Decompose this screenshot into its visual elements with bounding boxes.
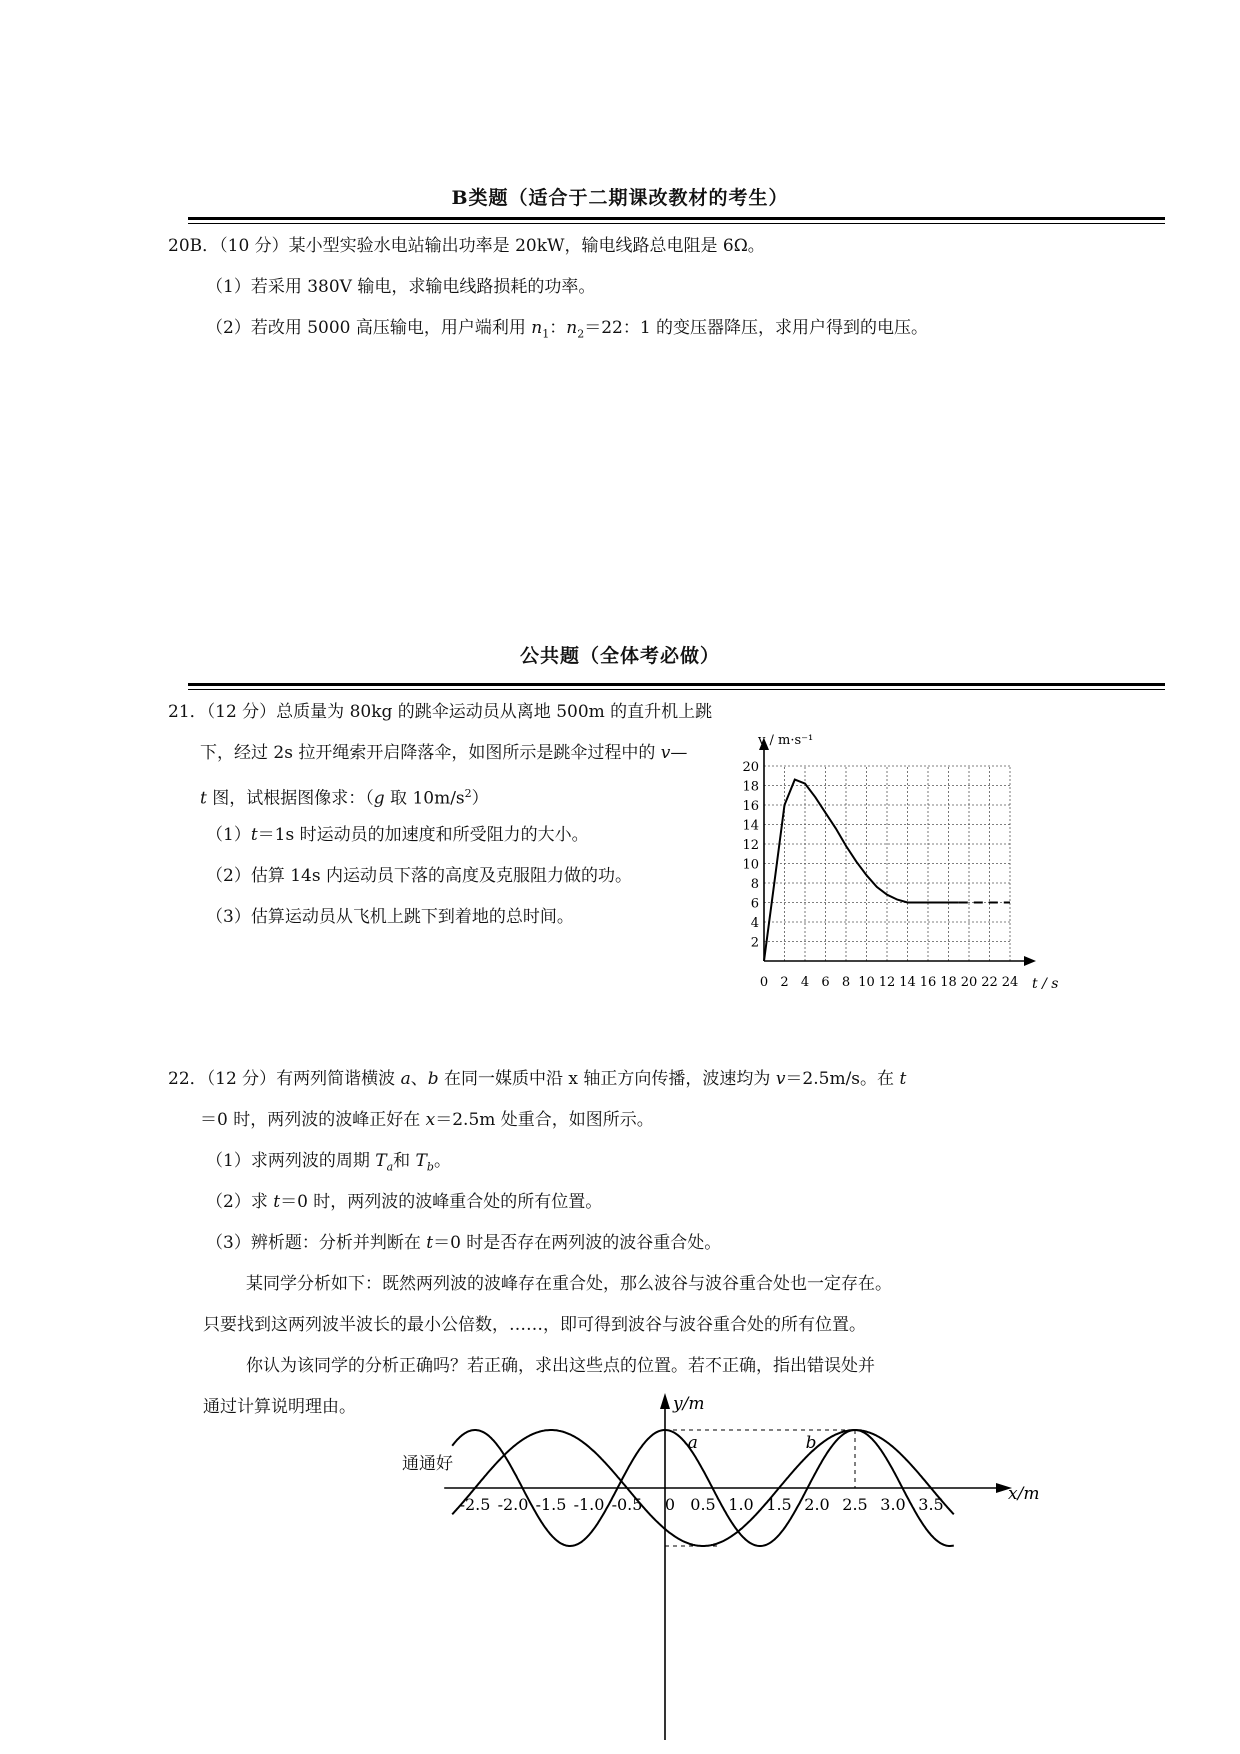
- q22-part1-c: 。: [433, 1151, 451, 1171]
- q22-part3-b: ＝0 时是否存在两列波的波谷重合处。: [433, 1233, 722, 1253]
- vt-x-tick-label: 16: [919, 975, 937, 990]
- q20-n1-sub: 1: [542, 327, 550, 341]
- vt-y-tick-label: 14: [742, 818, 759, 834]
- q22-part3: [206, 1231, 721, 1255]
- q21-line3: [200, 782, 489, 811]
- q20-part2-b: ：: [549, 318, 567, 338]
- wave-x-tick-label: -1.0: [573, 1495, 605, 1514]
- vt-axes: [759, 738, 1036, 966]
- q22-para2: 只要找到这两列波半波长的最小公倍数，……，即可得到波谷与波谷重合处的所有位置。: [203, 1315, 866, 1335]
- q20-part1: （1）若采用 380V 输电，求输电线路损耗的功率。: [206, 277, 596, 297]
- q22-para1: 某同学分析如下：既然两列波的波峰存在重合处，那么波谷与波谷重合处也一定存在。: [246, 1274, 892, 1294]
- vt-y-tick-label: 12: [742, 838, 759, 853]
- vt-y-tick-label: 4: [750, 916, 759, 931]
- vt-tick-labels: [742, 760, 1018, 990]
- q22-para3: 你认为该同学的分析正确吗？若正确，求出这些点的位置。若不正确，指出错误处并: [246, 1356, 875, 1376]
- wave-x-tick-label: 2.0: [804, 1495, 830, 1514]
- wave-x-tick-label: 2.5: [842, 1495, 868, 1514]
- wave-x-tick-label: 1.0: [728, 1495, 754, 1514]
- vt-series-line: [764, 780, 959, 961]
- section-public-title: 公共题（全体考必做）: [519, 645, 720, 667]
- q22-Tb-sub: b: [426, 1160, 434, 1174]
- wave-x-tick-label: -1.5: [535, 1495, 567, 1514]
- q22-var-t: t: [899, 1069, 907, 1089]
- wave-x-tick-label: 3.5: [918, 1495, 944, 1514]
- q21-line2-b: —: [670, 743, 688, 763]
- wave-axes: [444, 1393, 1012, 1740]
- q20-part2-a: （2）若改用 5000 高压输电，用户端利用: [206, 318, 532, 338]
- q22-part2-b: ＝0 时，两列波的波峰重合处的所有位置。: [280, 1192, 603, 1212]
- q21-line2-a: 下，经过 2s 拉开绳索开启降落伞，如图所示是跳伞过程中的: [200, 743, 661, 763]
- q22-part3-a: （3）辨析题：分析并判断在: [206, 1233, 427, 1253]
- vt-x-tick-label: 18: [940, 975, 957, 990]
- vt-x-tick-label: 12: [878, 975, 896, 990]
- q22-part3-t: t: [426, 1233, 434, 1253]
- q22-line2-a: ＝0 时，两列波的波峰正好在: [200, 1110, 426, 1130]
- wave-x-axis-label: x/m: [1008, 1484, 1040, 1504]
- section-public-rule-thin: [188, 689, 1165, 690]
- vt-x-tick-label: 14: [899, 975, 916, 990]
- q22-part2-t: t: [273, 1192, 281, 1212]
- vt-y-tick-label: 6: [750, 896, 759, 912]
- q21-line3-sup: 2: [464, 787, 472, 800]
- q22-part2: [206, 1190, 602, 1214]
- q20-stem: 20B．（10 分）某小型实验水电站输出功率是 20kW，输电线路总电阻是 6Ω。: [168, 236, 765, 256]
- vt-y-axis-label: v / m·s⁻¹: [758, 733, 814, 748]
- q21-part1-t: t: [250, 825, 258, 845]
- vt-x-arrow: [1024, 956, 1036, 966]
- vt-y-tick-label: 18: [742, 779, 759, 795]
- vt-x-axis-label: t / s: [1032, 976, 1059, 992]
- wave-x-tick-label: -2.0: [497, 1495, 529, 1514]
- vt-y-tick-label: 20: [742, 760, 759, 775]
- wave-y-axis-label: y/m: [673, 1394, 705, 1414]
- wave-x-tick-label: 0.5: [690, 1495, 716, 1514]
- section-b-title: B类题（适合于二期课改教材的考生）: [451, 187, 789, 209]
- section-b-rule-thin: [188, 223, 1165, 224]
- vt-x-tick-label: 8: [841, 975, 851, 990]
- q22-Tb: T: [415, 1151, 427, 1171]
- q22-line1-sep: 、: [410, 1069, 428, 1089]
- q21-line2-v: v: [660, 743, 671, 763]
- q22-side-note: 通通好: [402, 1454, 453, 1474]
- wave-x-tick-label: 1.5: [766, 1495, 792, 1514]
- vt-grid: [764, 766, 1010, 961]
- section-b-rule-thick: [188, 217, 1165, 220]
- q22-line1-a: 22．（12 分）有两列简谐横波: [168, 1069, 401, 1089]
- q22-part2-a: （2）求: [206, 1192, 274, 1212]
- q22-Ta: T: [375, 1151, 387, 1171]
- q22-line1-c: ＝2.5m/s。在: [785, 1069, 900, 1089]
- q22-line1-b: 在同一媒质中沿 x 轴正方向传播，波速均为: [438, 1069, 776, 1089]
- q20-n1: n: [531, 318, 543, 338]
- q22-var-a: a: [400, 1069, 411, 1089]
- wave-x-tick-label: 0: [664, 1495, 676, 1514]
- wave-series-label-a: a: [687, 1433, 698, 1453]
- vt-x-tick-label: 0: [759, 975, 769, 990]
- vt-x-tick-label: 10: [858, 975, 875, 990]
- q21-line3-b: 取 10m/s: [384, 788, 465, 809]
- q22-part1-b: 和: [393, 1151, 416, 1171]
- q21-line3-a: 图，试根据图像求：（: [206, 788, 374, 809]
- q22-Ta-sub: a: [386, 1160, 394, 1174]
- q20-part2-c: ＝22：1 的变压器降压，求用户得到的电压。: [584, 318, 929, 338]
- q22-part1: [206, 1149, 451, 1179]
- vt-series: [764, 780, 1010, 961]
- q21-part3: （3）估算运动员从飞机上跳下到着地的总时间。: [206, 907, 574, 927]
- wave-x-tick-label: 3.0: [880, 1495, 906, 1514]
- q21-line3-t: t: [200, 788, 207, 809]
- q22-var-b: b: [427, 1069, 439, 1089]
- vt-y-tick-label: 2: [750, 935, 759, 951]
- q22-var-v: v: [775, 1069, 786, 1089]
- q21-part2: （2）估算 14s 内运动员下落的高度及克服阻力做的功。: [206, 866, 632, 886]
- q21-part1-a: （1）: [206, 825, 251, 845]
- q21-part1-b: ＝1s 时运动员的加速度和所受阻力的大小。: [257, 825, 589, 845]
- vt-x-tick-label: 2: [780, 975, 789, 990]
- wave-y-arrow: [660, 1393, 670, 1409]
- wave-x-tick-label: -0.5: [611, 1495, 643, 1514]
- q22-line2-b: ＝2.5m 处重合，如图所示。: [435, 1110, 654, 1130]
- q21-line3-c: ）: [471, 788, 489, 809]
- vt-x-tick-label: 4: [800, 975, 810, 990]
- q22-line2: [200, 1108, 654, 1132]
- q21-line3-g: g: [373, 788, 385, 809]
- q21-line2: [200, 741, 687, 765]
- velocity-time-chart: [740, 728, 1070, 1000]
- vt-x-tick-label: 22: [981, 975, 998, 990]
- q22-part1-a: （1）求两列波的周期: [206, 1151, 376, 1171]
- q22-para4: 通过计算说明理由。: [203, 1397, 356, 1417]
- q22-var-x: x: [425, 1110, 436, 1130]
- section-public-rule-thick: [188, 683, 1165, 686]
- wave-x-tick-label: -2.5: [459, 1495, 491, 1514]
- q20-part2: [206, 316, 928, 346]
- wave-chart: [440, 1385, 1050, 1750]
- q22-line1: [168, 1067, 906, 1091]
- q21-line1: 21．（12 分）总质量为 80kg 的跳伞运动员从离地 500m 的直升机上跳: [168, 702, 713, 722]
- vt-y-tick-label: 16: [742, 799, 759, 814]
- vt-x-tick-label: 20: [960, 975, 978, 990]
- vt-y-tick-label: 8: [750, 877, 759, 892]
- q20-n2: n: [566, 318, 578, 338]
- q21-part1: [206, 823, 589, 847]
- wave-series-label-b: b: [805, 1433, 817, 1453]
- vt-x-tick-label: 6: [821, 975, 830, 990]
- q20-n2-sub: 2: [577, 327, 585, 341]
- vt-y-tick-label: 10: [742, 857, 759, 873]
- vt-x-tick-label: 24: [1001, 975, 1019, 990]
- wave-series-labels: [688, 1433, 817, 1453]
